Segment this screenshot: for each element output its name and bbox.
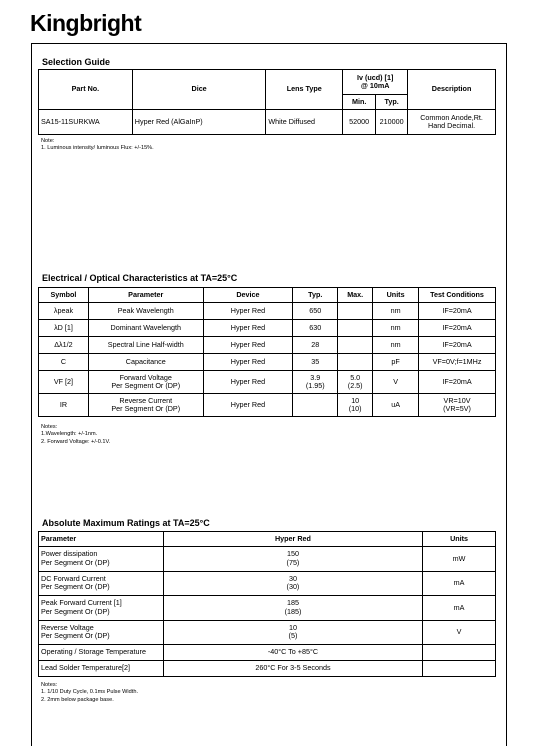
param-line2: Per Segment Or (DP) xyxy=(41,582,110,592)
max-line2: (10) xyxy=(348,404,362,413)
cell-units: V xyxy=(423,620,496,645)
typ-line2: (1.95) xyxy=(305,381,325,390)
header-typ: Typ. xyxy=(293,288,338,303)
absolute-ratings-table xyxy=(38,531,496,677)
cell-parameter: Capacitance xyxy=(88,354,203,371)
table-row xyxy=(39,320,496,337)
cell-typ xyxy=(293,371,338,394)
cell-conditions: IF=20mA xyxy=(419,337,496,354)
value-line2: (185) xyxy=(284,606,302,616)
cell-units: uA xyxy=(373,394,419,417)
cell-units: mW xyxy=(423,547,496,572)
cell-typ: 650 xyxy=(293,303,338,320)
cell-parameter xyxy=(39,596,164,621)
value-line1: 10 xyxy=(288,622,297,632)
cell-symbol: VF [2] xyxy=(39,371,89,394)
header-part-no: Part No. xyxy=(39,70,133,110)
header-units: Units xyxy=(373,288,419,303)
value-line2: (30) xyxy=(286,582,300,592)
param-line2: Per Segment Or (DP) xyxy=(111,404,181,413)
cell-units: mA xyxy=(423,596,496,621)
note-line: Notes: xyxy=(41,424,58,430)
cell-symbol: λpeak xyxy=(39,303,89,320)
cell-conditions: VF=0V;f=1MHz xyxy=(419,354,496,371)
param-line2: Per Segment Or (DP) xyxy=(111,381,181,390)
cell-units xyxy=(423,661,496,677)
cell-typ xyxy=(293,394,338,417)
cell-min: 52000 xyxy=(343,110,376,135)
cell-max xyxy=(338,394,373,417)
cell-value: -40°C To +85°C xyxy=(163,645,422,661)
cell-parameter: Spectral Line Half-width xyxy=(88,337,203,354)
header-min: Min. xyxy=(343,95,376,110)
cond-line2: (VR=5V) xyxy=(443,404,471,413)
header-units: Units xyxy=(423,532,496,547)
param-line2: Per Segment Or (DP) xyxy=(41,606,110,616)
header-hyper-red: Hyper Red xyxy=(163,532,422,547)
cell-device: Hyper Red xyxy=(203,394,293,417)
table-row xyxy=(39,337,496,354)
table-row xyxy=(39,354,496,371)
cell-parameter: Lead Solder Temperature[2] xyxy=(39,661,164,677)
param-line1: Peak Forward Current [1] xyxy=(41,598,122,608)
cell-value xyxy=(163,596,422,621)
header-description: Description xyxy=(408,70,496,110)
cell-typ: 630 xyxy=(293,320,338,337)
table-row xyxy=(39,571,496,596)
description-line1: Common Anode,Rt. xyxy=(420,112,483,122)
cell-max xyxy=(338,303,373,320)
cell-value xyxy=(163,571,422,596)
selection-guide-table xyxy=(38,69,496,135)
cell-max xyxy=(338,337,373,354)
param-line1: Reverse Current xyxy=(119,395,173,405)
header-typ: Typ. xyxy=(376,95,408,110)
cell-value xyxy=(163,620,422,645)
note-line: Note: xyxy=(41,138,55,144)
cell-units: mA xyxy=(423,571,496,596)
absolute-notes xyxy=(41,682,138,704)
note-line: Notes: xyxy=(41,682,58,688)
cell-parameter xyxy=(88,371,203,394)
max-line1: 5.0 xyxy=(350,372,361,382)
note-line: 1.Wavelength: +/-1nm. xyxy=(41,431,98,438)
cell-symbol: Δλ1/2 xyxy=(39,337,89,354)
header-parameter: Parameter xyxy=(39,532,164,547)
cell-device: Hyper Red xyxy=(203,354,293,371)
header-max: Max. xyxy=(338,288,373,303)
header-device: Device xyxy=(203,288,293,303)
cell-description xyxy=(408,110,496,135)
header-parameter: Parameter xyxy=(88,288,203,303)
electrical-table xyxy=(38,287,496,417)
table-row xyxy=(39,620,496,645)
cell-units: V xyxy=(373,371,419,394)
table-row xyxy=(39,661,496,677)
cell-symbol: IR xyxy=(39,394,89,417)
cell-parameter xyxy=(88,394,203,417)
cell-dice: Hyper Red (AlGaInP) xyxy=(132,110,266,135)
cell-device: Hyper Red xyxy=(203,371,293,394)
max-line1: 10 xyxy=(351,395,360,405)
header-iv-line1: Iv (ucd) [1] xyxy=(357,72,394,82)
note-line: 2. 2mm below package base. xyxy=(41,696,114,703)
note-line: 1. 1/10 Duty Cycle, 0.1ms Pulse Width. xyxy=(41,689,138,696)
param-line1: DC Forward Current xyxy=(41,573,106,583)
cell-max xyxy=(338,354,373,371)
cell-value: 260°C For 3-5 Seconds xyxy=(163,661,422,677)
cell-conditions: IF=20mA xyxy=(419,371,496,394)
max-line2: (2.5) xyxy=(347,381,363,390)
table-row xyxy=(39,645,496,661)
cell-device: Hyper Red xyxy=(203,337,293,354)
cell-conditions: IF=20mA xyxy=(419,320,496,337)
cell-typ: 210000 xyxy=(376,110,408,135)
header-iv-line2: @ 10mA xyxy=(360,81,390,90)
electrical-title: Electrical / Optical Characteristics at TA=25°C xyxy=(42,273,238,283)
param-line1: Power dissipation xyxy=(41,549,98,559)
typ-line1: 3.9 xyxy=(310,372,321,382)
header-iv xyxy=(343,70,408,95)
selection-notes xyxy=(41,138,154,153)
cell-conditions: IF=20mA xyxy=(419,303,496,320)
cell-symbol: C xyxy=(39,354,89,371)
cell-part-no: SA15-11SURKWA xyxy=(39,110,133,135)
header-symbol: Symbol xyxy=(39,288,89,303)
cell-device: Hyper Red xyxy=(203,320,293,337)
electrical-notes xyxy=(41,424,110,446)
header-lens-type: Lens Type xyxy=(266,70,343,110)
cell-max xyxy=(338,320,373,337)
cell-parameter xyxy=(39,547,164,572)
cell-conditions xyxy=(419,394,496,417)
cell-lens: White Diffused xyxy=(266,110,343,135)
cell-units: nm xyxy=(373,337,419,354)
header-test-conditions: Test Conditions xyxy=(419,288,496,303)
table-row xyxy=(39,110,496,135)
cell-parameter xyxy=(39,571,164,596)
cell-device: Hyper Red xyxy=(203,303,293,320)
table-row xyxy=(39,303,496,320)
cell-parameter xyxy=(39,620,164,645)
note-line: 2. Forward Voltage: +/-0.1V. xyxy=(41,438,111,445)
value-line2: (75) xyxy=(286,557,300,567)
cell-max xyxy=(338,371,373,394)
cell-units xyxy=(423,645,496,661)
absolute-ratings-title: Absolute Maximum Ratings at TA=25°C xyxy=(42,518,210,528)
table-row xyxy=(39,596,496,621)
cell-parameter: Dominant Wavelength xyxy=(88,320,203,337)
value-line1: 150 xyxy=(286,549,299,559)
selection-guide-title: Selection Guide xyxy=(42,57,111,67)
note-line: 1. Luminous intensity/ luminous Flux: +/-15%. xyxy=(41,145,154,152)
cell-parameter: Operating / Storage Temperature xyxy=(39,645,164,661)
value-line1: 30 xyxy=(288,573,297,583)
param-line1: Forward Voltage xyxy=(119,372,172,382)
cond-line1: VR=10V xyxy=(443,395,471,405)
value-line1: 185 xyxy=(286,598,299,608)
cell-typ: 28 xyxy=(293,337,338,354)
description-line2: Hand Decimal. xyxy=(428,121,476,130)
cell-units: nm xyxy=(373,303,419,320)
cell-units: nm xyxy=(373,320,419,337)
cell-units: pF xyxy=(373,354,419,371)
param-line2: Per Segment Or (DP) xyxy=(41,631,110,641)
param-line2: Per Segment Or (DP) xyxy=(41,557,110,567)
value-line2: (5) xyxy=(288,631,298,641)
cell-parameter: Peak Wavelength xyxy=(88,303,203,320)
table-row xyxy=(39,371,496,394)
table-row xyxy=(39,394,496,417)
param-line1: Reverse Voltage xyxy=(41,622,94,632)
cell-value xyxy=(163,547,422,572)
cell-typ: 35 xyxy=(293,354,338,371)
header-dice: Dice xyxy=(132,70,266,110)
table-row xyxy=(39,547,496,572)
cell-symbol: λD [1] xyxy=(39,320,89,337)
kingbright-logo: Kingbright xyxy=(30,10,142,36)
